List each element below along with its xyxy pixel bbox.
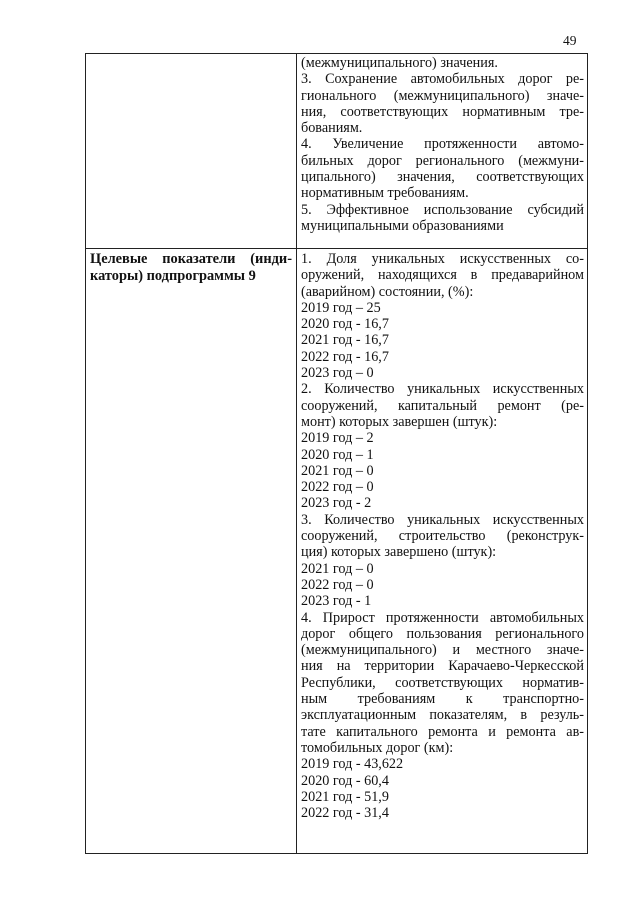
content-line: ния, соответствующих нормативным тре- bbox=[301, 103, 584, 120]
content-line: 3. Сохранение автомобильных дорог ре- bbox=[301, 71, 584, 88]
content-line: (межмуниципального) значения. bbox=[301, 55, 498, 71]
content-line: 2023 год – 0 bbox=[301, 365, 374, 382]
content-line: (аварийном) состоянии, (%): bbox=[301, 283, 474, 300]
content-line: ция) которых завершено (штук): bbox=[301, 544, 497, 561]
content-line: бованиям. bbox=[301, 120, 363, 137]
content-line: гионального (межмуниципального) значе- bbox=[301, 87, 584, 104]
label-line: Целевые показатели (инди- bbox=[90, 251, 292, 267]
content-line: (межмуниципального) и местного значе- bbox=[301, 642, 584, 659]
content-line: 2019 год – 25 bbox=[301, 299, 381, 316]
content-line: 2020 год - 16,7 bbox=[301, 316, 389, 333]
content-line: 2021 год – 0 bbox=[301, 560, 374, 577]
indicators-label bbox=[86, 249, 296, 285]
content-line: 2022 год – 0 bbox=[301, 576, 374, 593]
content-line: эксплуатационным показателям, в резуль- bbox=[301, 707, 584, 724]
content-cell bbox=[297, 249, 588, 854]
content-line: 2020 год – 1 bbox=[301, 446, 374, 463]
content-line: 2021 год - 51,9 bbox=[301, 788, 389, 805]
content-line: 4. Прирост протяженности автомобильных bbox=[301, 609, 584, 626]
content-line: 2022 год - 31,4 bbox=[301, 805, 389, 822]
content-text bbox=[297, 249, 587, 821]
content-line: сооружений, капитальный ремонт (ре- bbox=[301, 397, 584, 414]
content-line: 5. Эффективное использование субсидий bbox=[301, 201, 584, 218]
content-line: томобильных дорог (км): bbox=[301, 739, 454, 756]
content-line: Республики, соответствующих норматив- bbox=[301, 674, 584, 691]
content-line: монт) которых завершен (штук): bbox=[301, 413, 498, 430]
content-line: ципального) значения, соответствующих bbox=[301, 169, 584, 186]
content-line: 2021 год – 0 bbox=[301, 462, 374, 479]
table-row bbox=[86, 54, 588, 249]
content-line: оружений, находящихся в предаварийном bbox=[301, 267, 584, 284]
content-line: 2022 год - 16,7 bbox=[301, 348, 389, 365]
indicators-table bbox=[85, 53, 588, 854]
content-line: 2. Количество уникальных искусственных bbox=[301, 381, 584, 398]
content-line: бильных дорог регионального (межмуни- bbox=[301, 152, 584, 169]
content-line: 2020 год - 60,4 bbox=[301, 772, 389, 789]
content-line: 2019 год – 2 bbox=[301, 430, 374, 447]
content-line: 3. Количество уникальных искусственных bbox=[301, 511, 584, 528]
content-line: 2023 год - 2 bbox=[301, 495, 372, 512]
table-row bbox=[86, 249, 588, 854]
content-line: ным требованиям к транспортно- bbox=[301, 691, 584, 708]
content-line: 2019 год - 43,622 bbox=[301, 756, 404, 773]
label-line: каторы) подпрограммы 9 bbox=[90, 268, 256, 284]
content-line: муниципальными образованиями bbox=[301, 217, 504, 234]
content-line: 1. Доля уникальных искусственных со- bbox=[301, 251, 584, 267]
content-line: 2021 год - 16,7 bbox=[301, 332, 389, 349]
label-cell bbox=[86, 54, 297, 249]
label-cell bbox=[86, 249, 297, 854]
content-line: дорог общего пользования регионального bbox=[301, 625, 584, 642]
content-cell bbox=[297, 54, 588, 249]
content-text bbox=[297, 54, 587, 234]
content-line: тате капитального ремонта и ремонта ав- bbox=[301, 723, 584, 740]
content-line: ния на территории Карачаево-Черкесской bbox=[301, 658, 584, 675]
content-line: 2023 год - 1 bbox=[301, 593, 372, 610]
content-line: 4. Увеличение протяженности автомо- bbox=[301, 136, 584, 153]
page-number: 49 bbox=[563, 33, 577, 48]
content-line: нормативным требованиям. bbox=[301, 185, 469, 202]
content-line: сооружений, строительство (реконструк- bbox=[301, 528, 584, 545]
content-line: 2022 год – 0 bbox=[301, 479, 374, 496]
